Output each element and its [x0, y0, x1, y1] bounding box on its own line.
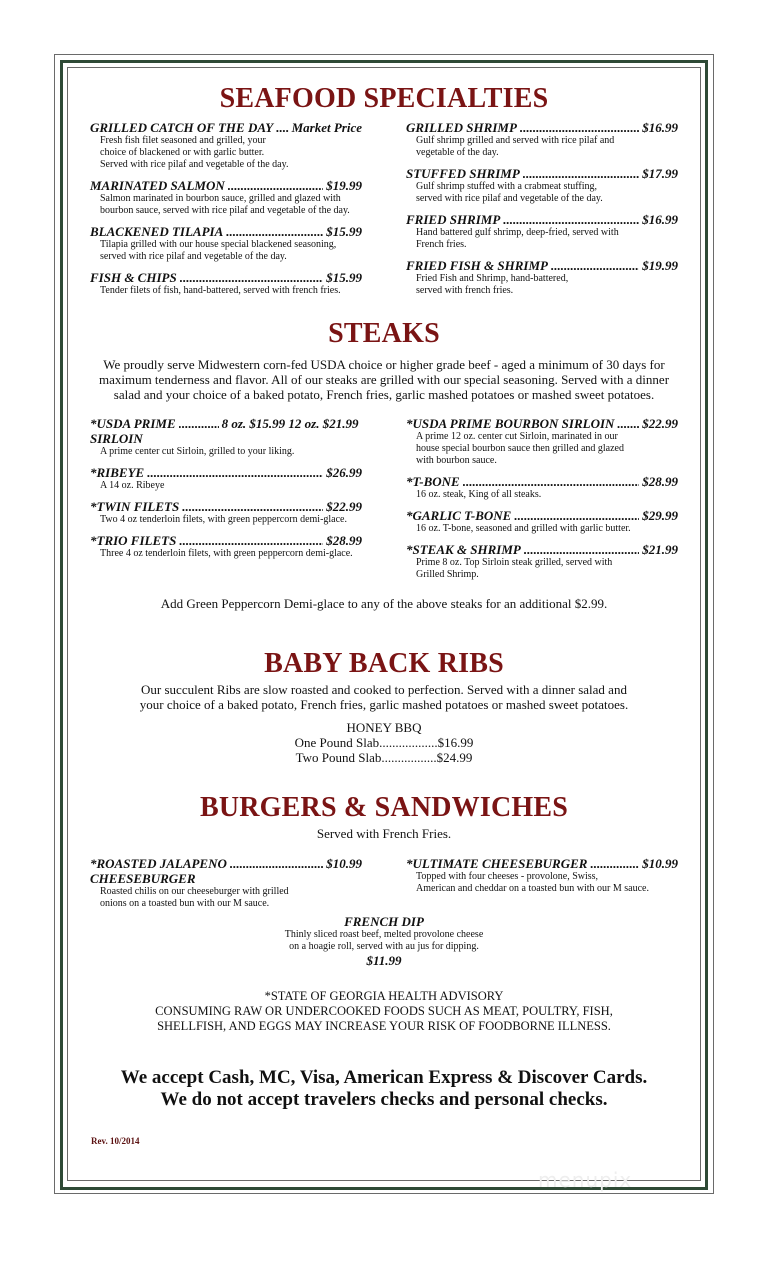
- ribs-title: BABY BACK RIBS: [264, 648, 504, 679]
- dot-leader: [524, 542, 639, 557]
- item-desc: Tender filets of fish, hand-battered, served with french fries.: [100, 285, 341, 296]
- item-price: $16.99: [642, 212, 678, 227]
- item-heading: [406, 416, 678, 431]
- item-desc: Gulf shrimp stuffed with a crabmeat stuffing,: [416, 181, 597, 192]
- item-heading: [406, 856, 678, 871]
- item-name: *USDA PRIME: [90, 416, 176, 431]
- item-desc: Hand battered gulf shrimp, deep-fried, served with: [416, 227, 619, 238]
- menu-item: [406, 542, 678, 581]
- item-desc: Topped with four cheeses - provolone, Swiss,: [416, 871, 599, 882]
- menu-item: [90, 499, 362, 526]
- steaks-left-column: [90, 416, 362, 567]
- item-name: *GARLIC T-BONE: [406, 508, 512, 523]
- dot-leader: [182, 499, 323, 514]
- menu-item: [406, 258, 678, 297]
- dot-leader: [523, 166, 639, 181]
- item-name: GRILLED CATCH OF THE DAY: [90, 120, 274, 135]
- item-desc: Fried Fish and Shrimp, hand-battered,: [416, 273, 569, 284]
- dot-leader: [514, 508, 639, 523]
- item-desc: served with rice pilaf and vegetable of the day.: [416, 193, 603, 204]
- menu-item: [406, 120, 678, 159]
- dot-leader: [551, 258, 639, 273]
- item-price: $28.99: [326, 533, 362, 548]
- steaks-right-column: [406, 416, 678, 588]
- advisory-line: *STATE OF GEORGIA HEALTH ADVISORY: [264, 989, 504, 1003]
- payment-line: We do not accept travelers checks and personal checks.: [160, 1089, 608, 1110]
- item-desc: Three 4 oz tenderloin filets, with green peppercorn demi-glace.: [100, 548, 353, 559]
- item-desc: with bourbon sauce.: [416, 455, 497, 466]
- menu-item: [90, 416, 362, 458]
- payment-info: [70, 1067, 698, 1111]
- item-price: $28.99: [642, 474, 678, 489]
- item-price: $10.99: [642, 856, 678, 871]
- item-name-continued: CHEESEBURGER: [90, 871, 196, 886]
- item-name: *T-BONE: [406, 474, 460, 489]
- item-name: *TRIO FILETS: [90, 533, 177, 548]
- item-price: $16.99: [642, 120, 678, 135]
- steaks-note: Add Green Peppercorn Demi-glace to any of the above steaks for an additional $2.99.: [160, 596, 608, 611]
- seafood-left-column: [90, 120, 362, 304]
- item-desc: A 14 oz. Ribeye: [100, 480, 165, 491]
- item-price: $26.99: [326, 465, 362, 480]
- item-name-continued: SIRLOIN: [90, 431, 143, 446]
- item-desc: served with french fries.: [416, 285, 514, 296]
- item-price: $17.99: [642, 166, 678, 181]
- item-price: $22.99: [642, 416, 678, 431]
- item-heading: [90, 224, 362, 239]
- menu-item: [406, 508, 678, 535]
- item-heading: [406, 474, 678, 489]
- item-desc: French fries.: [416, 239, 467, 250]
- advisory-line: SHELLFISH, AND EGGS MAY INCREASE YOUR RISK OF FOODBORNE ILLNESS.: [157, 1019, 611, 1033]
- item-heading: [406, 258, 678, 273]
- dot-leader: [228, 178, 324, 193]
- dot-leader: [503, 212, 639, 227]
- dot-leader: [276, 120, 288, 135]
- menu-item: [406, 856, 678, 895]
- item-name: STUFFED SHRIMP: [406, 166, 520, 181]
- menu-item: [90, 224, 362, 263]
- item-heading: [90, 465, 362, 480]
- item-name: *ROASTED JALAPENO: [90, 856, 227, 871]
- item-name: *RIBEYE: [90, 465, 145, 480]
- item-heading: [406, 120, 678, 135]
- dot-leader: [463, 474, 640, 489]
- ribs-option: Two Pound Slab.................$24.99: [295, 750, 473, 765]
- item-heading: [406, 212, 678, 227]
- item-name: *STEAK & SHRIMP: [406, 542, 521, 557]
- item-desc: 16 oz. T-bone, seasoned and grilled with garlic butter.: [416, 523, 631, 534]
- burgers-left-column: [90, 856, 362, 917]
- menu-item: [90, 533, 362, 560]
- menu-item: [406, 416, 678, 467]
- ribs-option: One Pound Slab..................$16.99: [294, 735, 474, 750]
- item-desc: Tilapia grilled with our house special blackened seasoning,: [100, 239, 337, 250]
- item-desc: choice of blackened or with garlic butter.: [100, 147, 265, 158]
- dot-leader: [179, 533, 323, 548]
- menu-item: [90, 465, 362, 492]
- dot-leader: [230, 856, 323, 871]
- dot-leader: [590, 856, 639, 871]
- item-price: $11.99: [366, 953, 402, 968]
- seafood-title: SEAFOOD SPECIALTIES: [219, 83, 549, 114]
- item-price: $19.99: [326, 178, 362, 193]
- item-desc: 16 oz. steak, King of all steaks.: [416, 489, 542, 500]
- item-price: $22.99: [326, 499, 362, 514]
- dot-leader: [179, 416, 219, 431]
- french-dip: [70, 914, 698, 968]
- dot-leader: [520, 120, 639, 135]
- item-desc: Roasted chilis on our cheeseburger with grilled: [100, 886, 289, 897]
- item-desc: served with rice pilaf and vegetable of the day.: [100, 251, 287, 262]
- item-name: GRILLED SHRIMP: [406, 120, 517, 135]
- item-price: Market Price: [291, 120, 362, 135]
- item-heading: [90, 416, 362, 431]
- item-heading: [90, 120, 362, 135]
- item-name: *USDA PRIME BOURBON SIRLOIN: [406, 416, 615, 431]
- menu-item: [90, 120, 362, 171]
- menu-item: [406, 166, 678, 205]
- item-name: FRENCH DIP: [344, 914, 424, 929]
- item-desc: A prime 12 oz. center cut Sirloin, marinated in our: [416, 431, 618, 442]
- intro-line: salad and your choice of a baked potato, French fries, garlic mashed potatoes or mashed sweet potatoes.: [113, 387, 655, 402]
- item-name: *ULTIMATE CHEESEBURGER: [406, 856, 588, 871]
- item-price: $19.99: [642, 258, 678, 273]
- advisory-line: CONSUMING RAW OR UNDERCOOKED FOODS SUCH AS MEAT, POULTRY, FISH,: [155, 1004, 613, 1018]
- intro-line: We proudly serve Midwestern corn-fed USDA choice or higher grade beef - aged a minimum of 30 days for: [103, 357, 665, 372]
- item-name: MARINATED SALMON: [90, 178, 225, 193]
- steaks-title: STEAKS: [328, 318, 440, 349]
- seafood-right-column: [406, 120, 678, 304]
- item-desc: Prime 8 oz. Top Sirloin steak grilled, served with: [416, 557, 613, 568]
- item-name: FRIED FISH & SHRIMP: [406, 258, 548, 273]
- dot-leader: [617, 416, 639, 431]
- item-desc: on a hoagie roll, served with au jus for dipping.: [289, 941, 479, 952]
- burgers-right-column: [406, 856, 678, 902]
- item-desc: bourbon sauce, served with rice pilaf and vegetable of the day.: [100, 205, 350, 216]
- item-heading: [90, 533, 362, 548]
- item-name: FISH & CHIPS: [90, 270, 177, 285]
- revision-date: Rev. 10/2014: [91, 1136, 140, 1146]
- dot-leader: [180, 270, 324, 285]
- intro-line: your choice of a baked potato, French fries, garlic mashed potatoes or mashed sweet potatoes.: [139, 697, 629, 712]
- item-name: *TWIN FILETS: [90, 499, 180, 514]
- intro-line: Our succulent Ribs are slow roasted and cooked to perfection. Served with a dinner salad and: [141, 682, 627, 697]
- menu-item: [90, 270, 362, 297]
- ribs-intro: [70, 682, 698, 765]
- item-heading: [406, 508, 678, 523]
- dot-leader: [147, 465, 323, 480]
- payment-line: We accept Cash, MC, Visa, American Express & Discover Cards.: [120, 1067, 648, 1088]
- item-desc: vegetable of the day.: [416, 147, 499, 158]
- item-desc: onions on a toasted bun with our M sauce.: [100, 898, 270, 909]
- burgers-subtitle: Served with French Fries.: [316, 826, 452, 841]
- item-price: $15.99: [326, 270, 362, 285]
- menu-item: [90, 856, 362, 910]
- item-price: $29.99: [642, 508, 678, 523]
- menu-item: [90, 178, 362, 217]
- item-desc: A prime center cut Sirloin, grilled to your liking.: [100, 446, 295, 457]
- item-price: $21.99: [642, 542, 678, 557]
- item-price: $10.99: [326, 856, 362, 871]
- intro-line: maximum tenderness and flavor. All of our steaks are grilled with our special seasoning. Served with a dinner: [98, 372, 670, 387]
- dot-leader: [226, 224, 323, 239]
- item-heading: [90, 178, 362, 193]
- item-heading: [90, 856, 362, 871]
- menu-item: [406, 212, 678, 251]
- item-desc: Fresh fish filet seasoned and grilled, your: [100, 135, 266, 146]
- item-price: 8 oz. $15.99 12 oz. $21.99: [221, 416, 359, 431]
- item-desc: house special bourbon sauce then grilled and glazed: [416, 443, 624, 454]
- item-desc: Salmon marinated in bourbon sauce, grilled and glazed with: [100, 193, 341, 204]
- item-heading: [90, 499, 362, 514]
- item-name: BLACKENED TILAPIA: [90, 224, 224, 239]
- steaks-intro: [70, 357, 698, 402]
- health-advisory: [70, 989, 698, 1034]
- item-desc: Served with rice pilaf and vegetable of the day.: [100, 159, 289, 170]
- item-desc: American and cheddar on a toasted bun with our M sauce.: [416, 883, 649, 894]
- item-desc: Grilled Shrimp.: [416, 569, 479, 580]
- watermark-logo: menupix: [538, 1168, 633, 1192]
- burgers-title: BURGERS & SANDWICHES: [199, 792, 569, 823]
- item-heading: [406, 166, 678, 181]
- ribs-flavor: HONEY BBQ: [346, 720, 422, 735]
- item-desc: Gulf shrimp grilled and served with rice pilaf and: [416, 135, 615, 146]
- item-name: FRIED SHRIMP: [406, 212, 501, 227]
- item-desc: Two 4 oz tenderloin filets, with green peppercorn demi-glace.: [100, 514, 347, 525]
- item-heading: [90, 270, 362, 285]
- item-heading: [406, 542, 678, 557]
- menu-item: [406, 474, 678, 501]
- item-price: $15.99: [326, 224, 362, 239]
- item-desc: Thinly sliced roast beef, melted provolone cheese: [284, 929, 484, 940]
